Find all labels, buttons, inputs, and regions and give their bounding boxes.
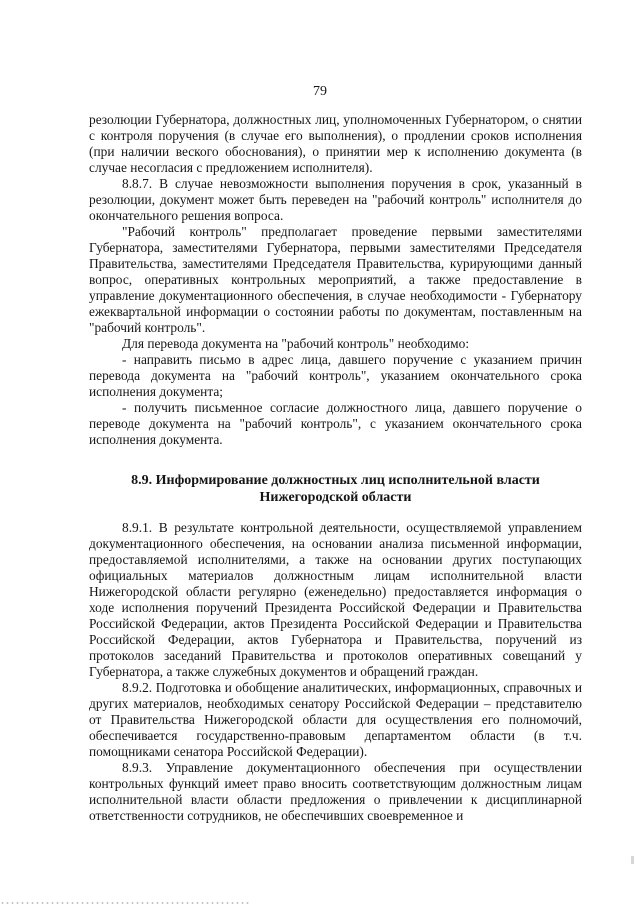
- paragraph: Для перевода документа на "рабочий контроль" необходимо:: [122, 336, 470, 351]
- section-heading-line: 8.9. Информирование должностных лиц исполнительной власти: [131, 473, 540, 488]
- paragraph: 8.8.7. В случае невозможности выполнения поручения в срок, указанный в резолюции, документ может быть переведен на "рабочий контроль" исполнителя до окончательного решения вопроса.: [89, 176, 582, 223]
- list-item: - получить письменное согласие должностного лица, давшего поручение о переводе документа на "рабочий контроль", с указанием окончательного срока исполнения документа.: [89, 400, 582, 447]
- scan-edge-artifact: [0, 901, 250, 905]
- page-number: 79: [313, 84, 327, 99]
- paragraph: 8.9.2. Подготовка и обобщение аналитических, информационных, справочных и других материалов, необходимых сенатору Российской Федерации – представителю от Правительства Нижегородской области для осуществления его полномочий, обеспечивается государственно-правовым департаментом области (в т.ч. помощниками сенатора Российской Федерации).: [89, 680, 582, 759]
- document-body: [89, 112, 582, 824]
- scan-speck: [631, 856, 634, 864]
- paragraph: 8.9.1. В результате контрольной деятельности, осуществляемой управлением документационного обеспечения, на основании анализа письменной информации, предоставляемой исполнителями, а также на основании других поступающих официальных материалов должностным лицам исполнительной власти Нижегородской области регулярно (еженедельно) предоставляется информация о ходе исполнения поручений Президента Российской Федерации и Правительства Российской Федерации, актов Президента Российской Федерации и Правительства Российской Федерации, актов Губернатора и Правительства, поручений из протоколов заседаний Правительства и протоколов оперативных совещаний у Губернатора, а также служебных документов и обращений граждан.: [89, 520, 582, 679]
- paragraph: "Рабочий контроль" предполагает проведение первыми заместителями Губернатора, заместителями Губернатора, первыми заместителями Председателя Правительства, заместителями Председателя Правительства, курирующими данный вопрос, оперативных контрольных мероприятий, а также предоставление в управление документационного обеспечения, в случае необходимости - Губернатору ежеквартальной информации о состоянии работы по документам, поставленным на "рабочий контроль".: [89, 224, 582, 335]
- list-item: - направить письмо в адрес лица, давшего поручение с указанием причин перевода документа на "рабочий контроль", указанием окончательного срока исполнения документа;: [89, 352, 582, 399]
- section-heading-line: Нижегородской области: [259, 490, 412, 505]
- paragraph: 8.9.3. Управление документационного обеспечения при осуществлении контрольных функций имеет право вносить соответствующим должностным лицам исполнительной власти области предложения о привлечении к дисциплинарной ответственности сотрудников, не обеспечивших своевременное и: [89, 760, 582, 823]
- paragraph: резолюции Губернатора, должностных лиц, уполномоченных Губернатором, о снятии с контроля поручения (в случае его выполнения), о продлении сроков исполнения (при наличии веского обоснования), о принятии мер к исполнению документа (в случае несогласия с предложением исполнителя).: [89, 112, 582, 175]
- section-heading: [89, 472, 582, 506]
